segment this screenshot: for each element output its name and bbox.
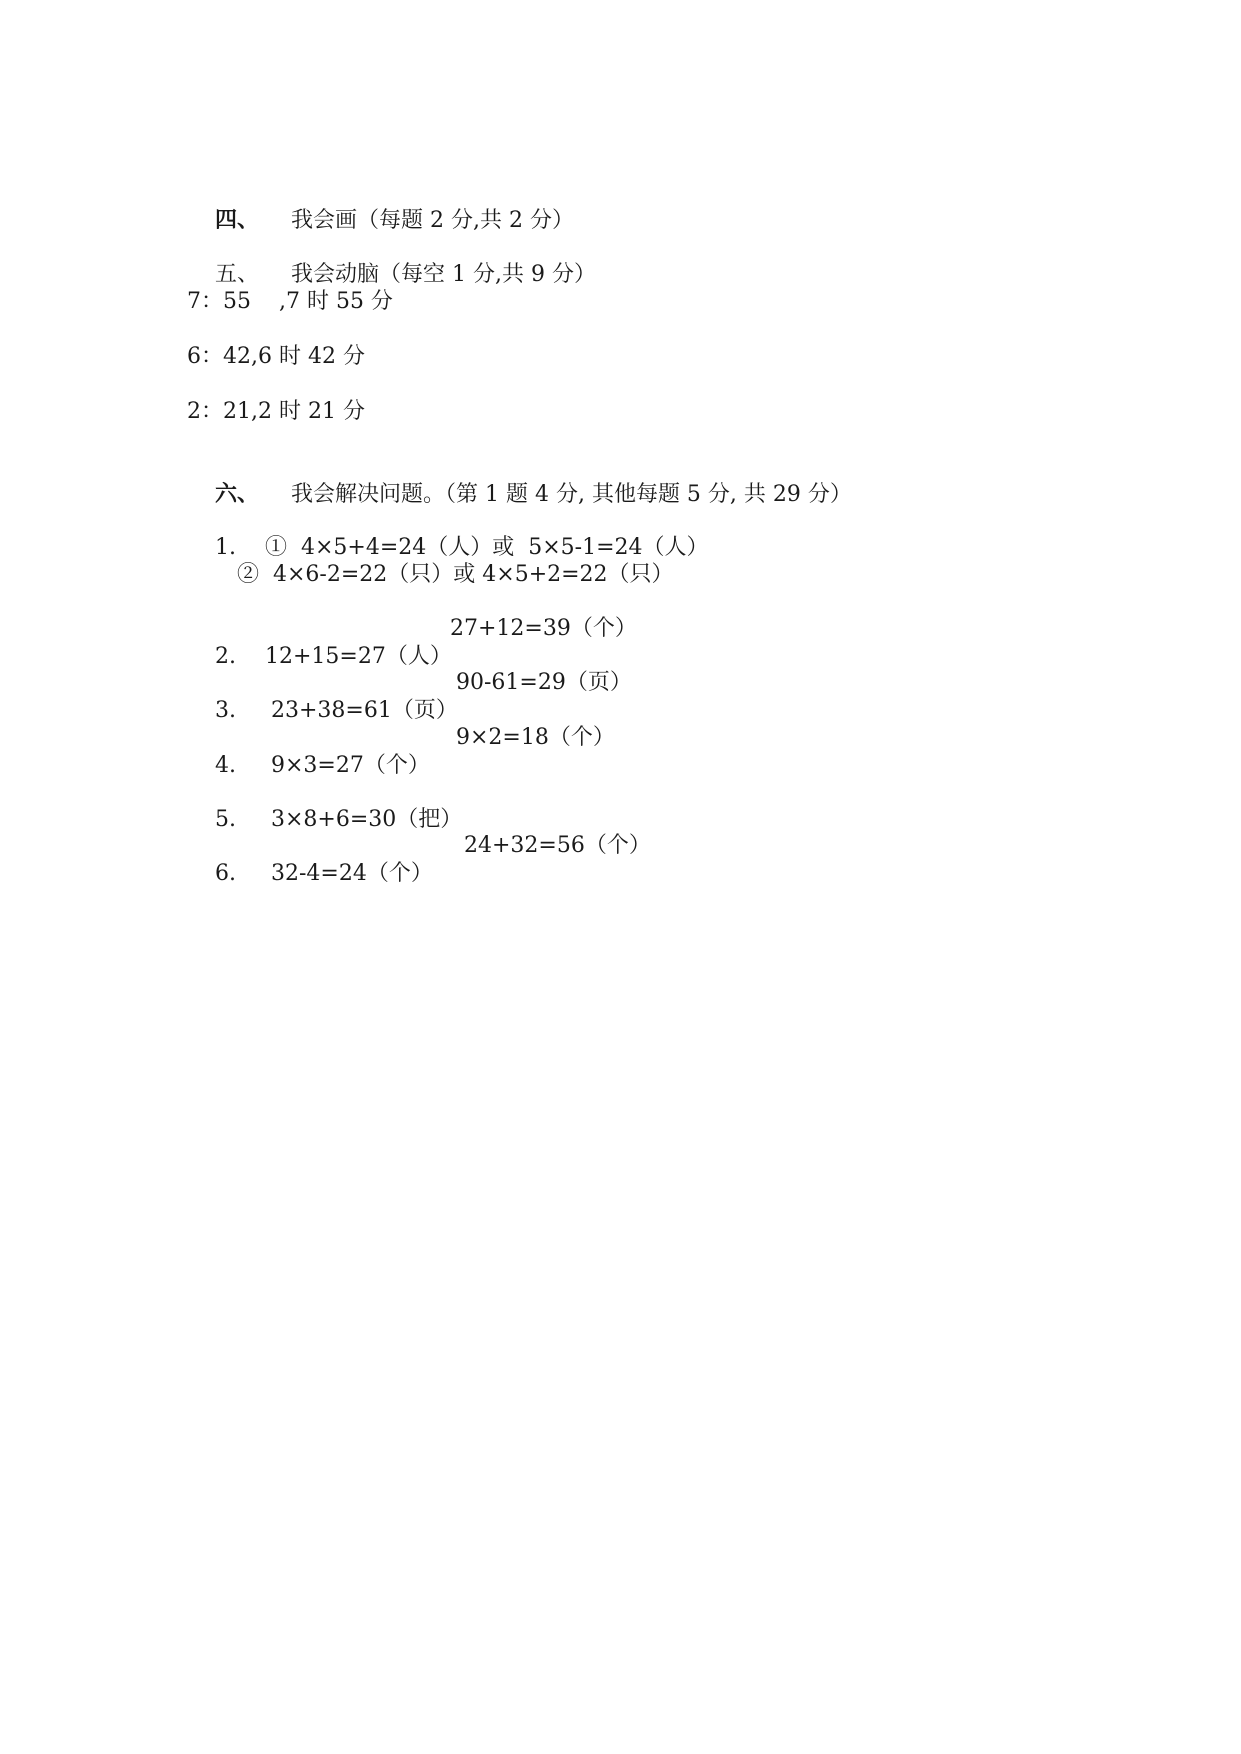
section-six-title: 我会解决问题。（第 1 题 4 分, 其他每题 5 分, 共 29 分） <box>290 482 852 507</box>
answer-1a: ① 4×5+4=24（人）或 5×5-1=24（人） <box>264 535 709 560</box>
answer-row-6 <box>187 832 433 916</box>
answer-4b: 9×2=18（个） <box>456 725 615 750</box>
section-four-label: 四、 <box>214 207 259 233</box>
answer-3a: 23+38=61（页） <box>270 698 458 723</box>
section-four-title: 我会画（每题 2 分,共 2 分） <box>290 208 574 233</box>
answer-number-1: 1. <box>214 535 236 560</box>
answer-6a: 32-4=24（个） <box>270 861 433 886</box>
time-answer-1: 7：55 ,7 时 55 分 <box>187 289 393 314</box>
answer-1b: ② 4×6-2=22（只）或 4×5+2=22（只） <box>237 562 674 587</box>
answer-6b: 24+32=56（个） <box>464 833 651 858</box>
section-six-label: 六、 <box>214 481 259 507</box>
answer-5a: 3×8+6=30（把） <box>270 807 463 832</box>
answer-3b: 90-61=29（页） <box>456 670 632 695</box>
answer-number-2: 2. <box>214 644 236 669</box>
answer-number-4: 4. <box>214 753 236 778</box>
answer-4a: 9×3=27（个） <box>270 753 430 778</box>
answer-number-5: 5. <box>214 807 236 832</box>
answer-2b: 27+12=39（个） <box>450 616 637 641</box>
time-answer-3: 2：21,2 时 21 分 <box>187 399 365 424</box>
answer-number-6: 6. <box>214 861 236 886</box>
time-answer-2: 6：42,6 时 42 分 <box>187 344 365 369</box>
answer-number-3: 3. <box>214 698 236 723</box>
section-five-label: 五、 <box>214 262 259 287</box>
answer-2a: 12+15=27（人） <box>264 644 452 669</box>
section-five-title: 我会动脑（每空 1 分,共 9 分） <box>290 262 596 287</box>
